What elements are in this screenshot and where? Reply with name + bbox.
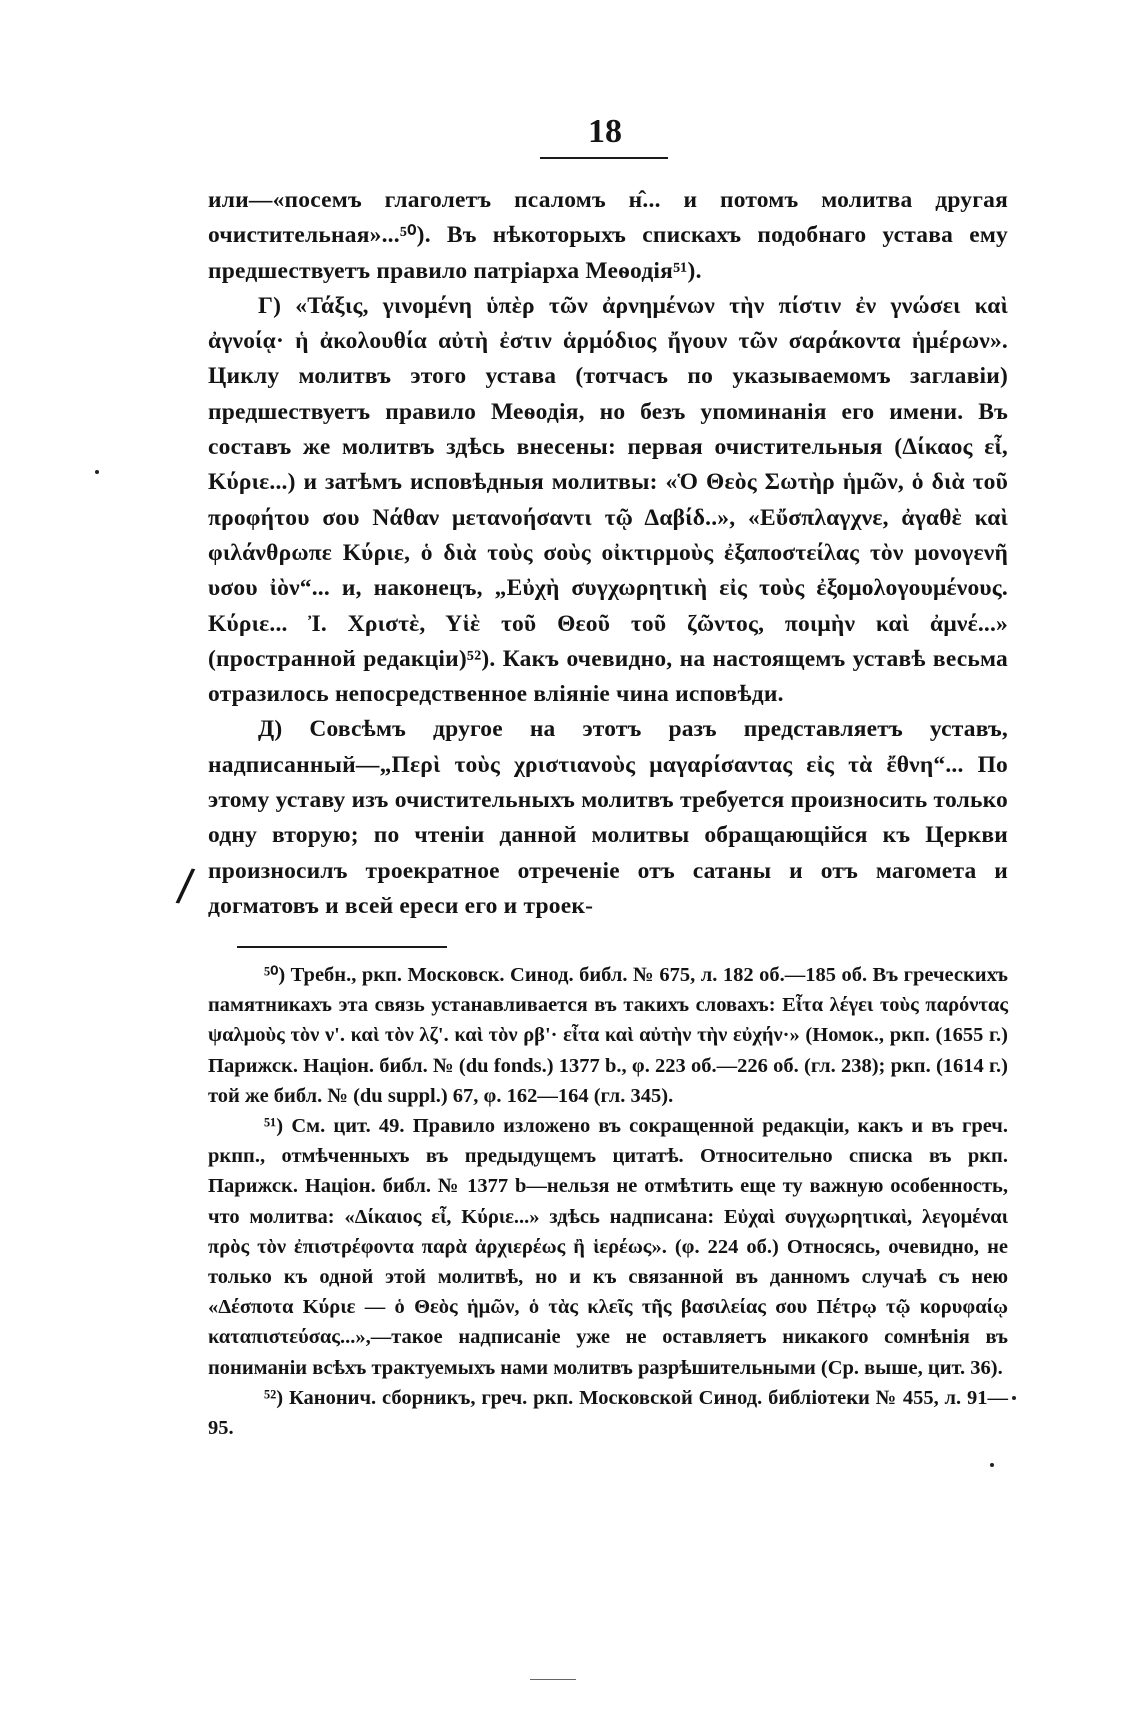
- paragraph-section-g: Г) «Τάξις, γινομένη ὑπὲρ τῶν ἀρνημένων τὴν πίστιν ἐν γνώσει καὶ ἀγνοίᾳ· ἡ ἀκολουθία αὐτὴ ἐστιν ἁρμόδιος ἤγουν τῶν σαράκοντα ἡμέρων». Циклу молитвъ этого устава (тотчасъ по указываемомъ заглавіи) предшествуетъ правило Меѳодія, но безъ упоминанія его имени. Въ составъ же молитвъ здѣсь внесены: первая очистительныя (Δίκαος εἶ, Κύριε...) и затѣмъ исповѣдныя молитвы: «Ὁ Θεὸς Σωτὴρ ἡμῶν, ὁ διὰ τοῦ προφήτου σου Νάθαν μετανοήσαντι τῷ Δαβίδ..», «Εὔσπλαγχνε, ἀγαθὲ καὶ φιλάνθρωπε Κύριε, ὁ διὰ τοὺς σοὺς οἰκτιρμοὺς ἐξαποστείλας τὸν μονογενῆ υσου ἰὸν“... и, наконецъ, „Εὐχὴ συγχωρητικὴ εἰς τοὺς ἐξομολογουμένους. Κύριε... Ἰ. Χριστὲ, Υἱὲ τοῦ Θεοῦ τοῦ ζῶντος, ποιμὴν καὶ ἀμνέ...» (пространной редакціи)⁵²). Какъ очевидно, на настоящемъ уставѣ весьма отразилось непосредственное вліяніе чина исповѣди.: [208, 292, 1008, 708]
- page-number-underline: [540, 157, 668, 159]
- paragraph-continuation: или—«посемъ глаголетъ псаломъ н̂... и потомъ молитва другая очистительная»...⁵⁰). Въ нѣкоторыхъ спискахъ подобнаго устава ему предшествуетъ правило патріарха Меѳодія⁵¹).: [208, 187, 1008, 284]
- page-number: 18: [588, 113, 622, 150]
- footnote-51: ⁵¹) См. цит. 49. Правило изложено въ сокращенной редакціи, какъ и въ греч. ркпп., отмѣченныхъ въ предыдущемъ цитатѣ. Относительно списка въ ркп. Парижск. Націон. библ. № 1377 b—нельзя не отмѣтить еще ту важную особенность, что молитва: «Δίκαιος εἶ, Κύριε...» здѣсь надписана: Εὐχαὶ συγχωρητικαὶ, λεγομέναι πρὸς τὸν ἐπιστρέφοντα παρὰ ἀρχιερέως ἢ ἱερέως». (φ. 224 об.) Относясь, очевидно, не только къ одной этой молитвѣ, но и къ связанной въ данномъ случаѣ съ нею «Δέσποτα Κύριε — ὁ Θεὸς ἡμῶν, ὁ τὰς κλεῖς τῆς βασιλείας σου Πέτρῳ τῷ κορυφαίῳ καταπιστεύσας...»,—такое надписаніе уже не оставляетъ никакого сомнѣнія въ пониманіи всѣхъ трактуемыхъ нами молитвъ разрѣшительными (Ср. выше, цит. 36).: [208, 1115, 1008, 1379]
- margin-pencil-mark: /: [174, 859, 197, 912]
- footnote-52: ⁵²) Канонич. сборникъ, греч. ркп. Московской Синод. библіотеки № 455, л. 91—95.: [208, 1386, 1008, 1440]
- paragraph-section-d: Д) Совсѣмъ другое на этотъ разъ представляетъ уставъ, надписанный—„Περὶ τοὺς χριστιανοὺς μαγαρίσαντας εἰς τὰ ἔθνη“... По этому уставу изъ очистительныхъ молитвъ требуется произносить только одну вторую; по чтеніи данной молитвы обращающійся къ Церкви произносилъ троекратное отреченіе отъ сатаны и отъ магомета и догматовъ и всей ереси его и троек-: [208, 716, 1008, 919]
- stray-dot: [1012, 1396, 1016, 1400]
- main-text: [208, 183, 1008, 924]
- footnotes: [208, 960, 1008, 1443]
- footnote-separator: [237, 946, 447, 948]
- stray-dot: [990, 1463, 994, 1467]
- bottom-scan-mark: [530, 1679, 576, 1680]
- footnote-50: ⁵⁰) Требн., ркп. Московск. Синод. библ. № 675, л. 182 об.—185 об. Въ греческихъ памятникахъ эта связь устанавливается въ такихъ словахъ: Εἶτα λέγει τοὺς παρόντας ψαλμοὺς τὸν ν'. καὶ τὸν λζ'. καὶ τὸν ρβ'· εἶτα καὶ αὐτὴν τὴν εὐχήν·» (Номок., ркп. (1655 г.) Парижск. Націон. библ. № (du fonds.) 1377 b., φ. 223 об.—226 об. (гл. 238); ркп. (1614 г.) той же библ. № (du suppl.) 67, φ. 162—164 (гл. 345).: [208, 964, 1008, 1107]
- margin-dot: [95, 470, 99, 474]
